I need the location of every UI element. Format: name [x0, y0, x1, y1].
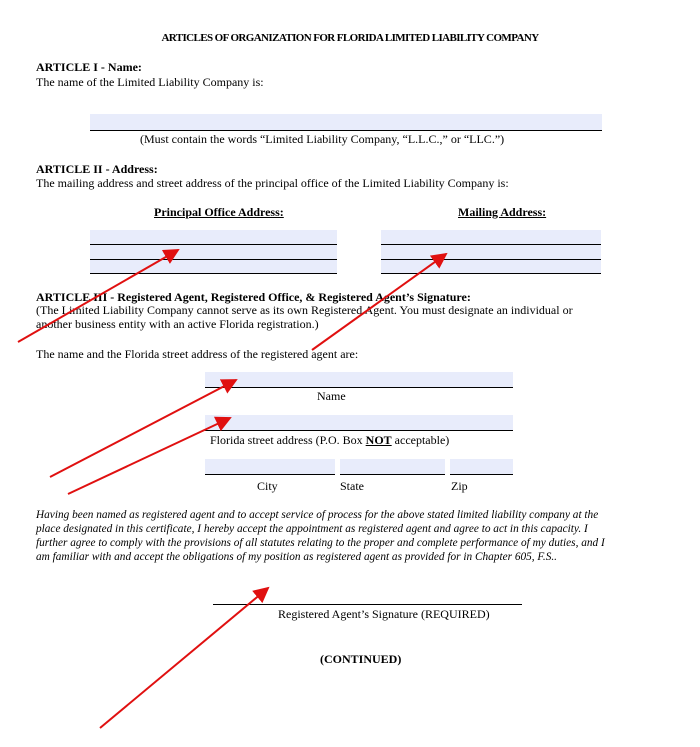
zip-label: Zip — [451, 479, 468, 493]
state-label: State — [340, 479, 364, 493]
acceptance-line-4: am familiar with and accept the obligations of my position as registered agent as provided for in Chapter 605, F.S.. — [36, 551, 557, 563]
article-2-heading: ARTICLE II - Address: — [36, 162, 158, 176]
document-title: ARTICLES OF ORGANIZATION FOR FLORIDA LIMITED LIABILITY COMPANY — [161, 32, 539, 44]
llc-name-note: (Must contain the words “Limited Liability Company, “L.L.C.,” or “LLC.”) — [140, 132, 505, 146]
article-3-heading: ARTICLE III - Registered Agent, Registered Office, & Registered Agent’s Signature: — [36, 290, 471, 304]
article-3-text: The name and the Florida street address of the registered agent are: — [36, 347, 359, 361]
mailing-address-label: Mailing Address: — [458, 205, 547, 219]
article-3-note-line-1: (The Limited Liability Company cannot serve as its own Registered Agent. You must designate an individual or — [36, 303, 573, 317]
article-1-heading: ARTICLE I - Name: — [36, 60, 142, 74]
article-2-text: The mailing address and street address of the principal office of the Limited Liability Company is: — [36, 176, 509, 190]
arrow-to-principal-address — [18, 250, 178, 342]
agent-name-label: Name — [317, 389, 346, 403]
continued-label: (CONTINUED) — [320, 652, 402, 666]
signature-label: Registered Agent’s Signature (REQUIRED) — [278, 607, 490, 621]
arrow-to-signature — [100, 588, 268, 728]
arrow-to-mailing-address — [312, 254, 446, 350]
acceptance-line-2: place designated in this certificate, I hereby accept the appointment as registered agent and agree to act in this capacity. I — [36, 523, 588, 535]
agent-street-label: Florida street address (P.O. Box NOT acceptable) — [210, 433, 450, 447]
principal-office-label: Principal Office Address: — [154, 205, 284, 219]
city-label: City — [257, 479, 278, 493]
article-1-text: The name of the Limited Liability Company is: — [36, 75, 264, 89]
article-3-note-line-2: another business entity with an active Florida registration.) — [36, 317, 319, 331]
acceptance-line-3: further agree to comply with the provisions of all statutes relating to the proper and complete performance of my duties, and I — [36, 537, 605, 549]
acceptance-line-1: Having been named as registered agent and to accept service of process for the above stated limited liability company at the — [36, 509, 599, 521]
not-emphasis: NOT — [365, 433, 392, 447]
